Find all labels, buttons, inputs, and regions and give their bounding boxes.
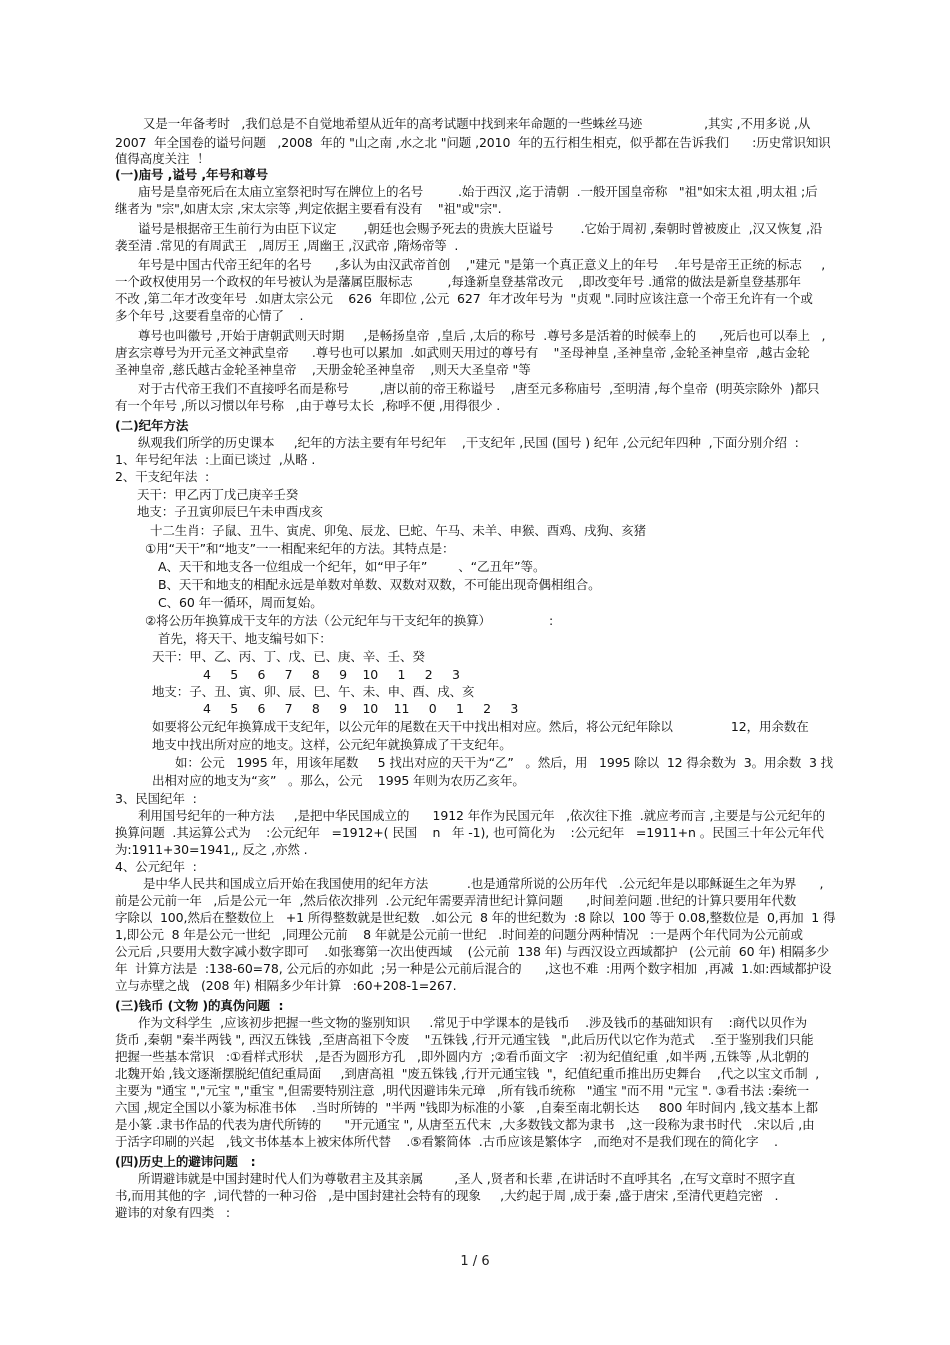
text-line: 庙号是皇帝死后在太庙立室祭祀时写在牌位上的名号 .始于西汉 ,迄于清朝 .一般开国皇帝称 "祖"如宋太祖 ,明太祖 ;后 [138, 184, 818, 199]
text-line: 不改 ,第二年才改变年号 .如唐太宗公元 626 年即位 ,公元 627 年才改年号为 "贞观 ".同时应该注意一个帝王允许有一个或 [115, 291, 813, 306]
section-heading: (三)钱币 (文物 )的真伪问题 : [115, 998, 284, 1013]
text-line: 十二生肖：子鼠、丑牛、寅虎、卯兔、辰龙、巳蛇、午马、未羊、申猴、酉鸡、戌狗、亥猪 [150, 523, 647, 538]
text-line: 圣神皇帝 ,慈氏越古金轮圣神皇帝 ,天册金轮圣神皇帝 ,则天大圣皇帝 "等 [115, 362, 531, 377]
text-line: 避讳的对象有四类 : [115, 1205, 230, 1220]
text-line: 是小篆 .隶书作品的代表为唐代所铸的 "开元通宝 ", 从唐至五代末 ,大多数钱文都为隶书 ,这一段称为隶书时代 .宋以后 ,由 [115, 1117, 815, 1132]
text-line: 如：公元 1995 年，用该年尾数 5 找出对应的天干为“乙” 。然后，用 1995 除以 12 得余数为 3。用余数 3 找 [175, 755, 834, 770]
text-line: 把握一些基本常识 :①看样式形状 ,是否为圆形方孔 ,即外圆内方 ;②看币面文字 :初为纪值纪重 ,如半两 ,五铢等 ,从北朝的 [115, 1049, 810, 1064]
number-row: 4 5 6 7 8 9 10 11 0 1 2 3 [203, 701, 519, 716]
text-line: B、天干和地支的相配永远是单数对单数、双数对双数，不可能出现奇偶相组合。 [158, 577, 601, 592]
text-line: 出相对应的地支为“亥” 。那么，公元 1995 年则为农历乙亥年。 [152, 773, 525, 788]
section-heading: (二)纪年方法 [115, 418, 189, 433]
text-line: 地支：子、丑、寅、卯、辰、巳、午、未、申、酉、戌、亥 [152, 684, 475, 699]
text-line: 所谓避讳就是中国封建时代人们为尊敬君主及其亲属 ,圣人 ,贤者和长辈 ,在讲话时不直呼其名 ,在写文章时不照字直 [138, 1171, 796, 1186]
text-line: 继者为 "宗",如唐太宗 ,宋太宗等 ,判定依据主要看有没有 "祖"或"宗". [115, 201, 502, 216]
text-line: 前是公元前一年 ,后是公元一年 ,然后依次排列 .公元纪年需要弄清世纪计算问题 ,时间差问题 .世纪的计算只要用年代数 [115, 893, 797, 908]
text-line: 是中华人民共和国成立后开始在我国使用的纪年方法 .也是通常所说的公历年代 .公元纪年是以耶稣诞生之年为界 , [143, 876, 824, 891]
text-line: 主要为 "通宝 ","元宝 ","重宝 ",但需要特别注意 ,明代因避讳朱元璋 ,所有钱币统称 "通宝 "而不用 "元宝 ". ③看书法 :秦统一 [115, 1083, 810, 1098]
text-line: 字除以 100,然后在整数位上 +1 所得整数就是世纪数 .如公元 8 年的世纪数为 :8 除以 100 等于 0.08,整数位是 0,再加 1 得 [115, 910, 836, 925]
text-line: 货币 ,秦朝 "秦半两钱 ", 西汉五铢钱 ,至唐高祖下令废 "五铢钱 ,行开元通宝钱 ",此后历代以它作为范式 .至于鉴别我们只能 [115, 1032, 814, 1047]
text-line: 如要将公元纪年换算成干支纪年，以公元年的尾数在天干中找出相对应。然后，将公元纪年除以 12，用余数在 [152, 719, 809, 734]
text-line: 3、民国纪年 : [115, 791, 197, 806]
text-line: 谥号是根据帝王生前行为由臣下议定 ,朝廷也会赐予死去的贵族大臣谥号 .它始于周初 ,秦朝时曾被废止 ,汉又恢复 ,沿 [138, 221, 823, 236]
text-line: 又是一年备考时 ,我们总是不自觉地希望从近年的高考试题中找到来年命题的一些蛛丝马迹 ,其实 ,不用多说 ,从 [143, 116, 811, 131]
text-line: 袭至清 .常见的有周武王 ,周厉王 ,周幽王 ,汉武帝 ,隋炀帝等 . [115, 238, 459, 253]
text-line: 六国 ,规定全国以小篆为标准书体 .当时所铸的 "半两 "钱即为标准的小篆 ,自秦至南北朝长达 800 年时间内 ,钱文基本上都 [115, 1100, 818, 1115]
text-line: 1,即公元 8 年是公元一世纪 ,同理公元前 8 年就是公元前一世纪 .时间差的问题分两种情况 :一是两个年代同为公元前或 [115, 927, 803, 942]
text-line: 于活字印刷的兴起 ,钱文书体基本上被宋体所代替 .⑤看繁简体 .古币应该是繁体字 ,而绝对不是我们现在的简化字 . [115, 1134, 778, 1149]
text-line: C、60 年一循环，周而复始。 [158, 595, 323, 610]
text-line: 有一个年号 ,所以习惯以年号称 ,由于尊号太长 ,称呼不便 ,用得很少 . [115, 398, 501, 413]
text-line: ①用“天干”和“地支”一一相配来纪年的方法。其特点是： [145, 541, 455, 556]
text-line: 2007 年全国卷的谥号问题 ,2008 年的 "山之南 ,水之北 "问题 ,2010 年的五行相生相克，似乎都在告诉我们 :历史常识知识 [115, 135, 831, 150]
text-line: 多个年号 ,这要看皇帝的心情了 . [115, 308, 304, 323]
text-line: 首先，将天干、地支编号如下： [158, 631, 332, 646]
text-line: 天干：甲乙丙丁戊己庚辛壬癸 [137, 487, 299, 502]
text-line: 对于古代帝王我们不直接呼名而是称号 ,唐以前的帝王称谥号 ,唐至元多称庙号 ,至明清 ,每个皇帝 (明英宗除外 )都只 [138, 381, 820, 396]
text-line: 1、年号纪年法 :上面已谈过 ,从略 . [115, 452, 316, 467]
text-line: 书,而用其他的字 ,词代替的一种习俗 ,是中国封建社会特有的现象 ,大约起于周 ,成于秦 ,盛于唐宋 ,至清代更趋完密 . [115, 1188, 779, 1203]
text-line: 年 计算方法是 :138-60=78, 公元后的亦如此 ;另一种是公元前后混合的 ,这也不难 :用两个数字相加 ,再减 1.如:西域都护设 [115, 961, 832, 976]
number-row: 4 5 6 7 8 9 10 1 2 3 [203, 667, 460, 682]
text-line: 唐玄宗尊号为开元圣文神武皇帝 .尊号也可以累加 .如武则天用过的尊号有 "圣母神皇 ,圣神皇帝 ,金轮圣神皇帝 ,越古金轮 [115, 345, 810, 360]
text-line: 地支中找出所对应的地支。这样，公元纪年就换算成了干支纪年。 [152, 737, 512, 752]
text-line: 尊号也叫徽号 ,开始于唐朝武则天时期 ,是畅扬皇帝 ,皇后 ,太后的称号 .尊号多是活着的时候奉上的 ,死后也可以奉上 , [138, 328, 826, 343]
text-line: 利用国号纪年的一种方法 ,是把中华民国成立的 1912 年作为民国元年 ,依次往下推 .就应考而言 ,主要是与公元纪年的 [138, 808, 826, 823]
text-line: 地支：子丑寅卯辰巳午未申酉戌亥 [137, 504, 324, 519]
text-line: 作为文科学生 ,应该初步把握一些文物的鉴别知识 .常见于中学课本的是钱币 .涉及钱币的基础知识有 :商代以贝作为 [138, 1015, 808, 1030]
text-line: 纵观我们所学的历史课本 ,纪年的方法主要有年号纪年 ,干支纪年 ,民国 (国号 ) 纪年 ,公元纪年四种 ,下面分别介绍 : [138, 435, 799, 450]
text-line: 公元后 ,只要用大数字减小数字即可 .如张骞第一次出使西域 (公元前 138 年) 与西汉设立西域都护 (公元前 60 年) 相隔多少 [115, 944, 829, 959]
text-line: 换算问题 .其运算公式为 :公元纪年 =1912+( 民国 n 年 -1), 也可简化为 :公元纪年 =1911+n 。民国三十年公元年代 [115, 825, 824, 840]
text-line: A、天干和地支各一位组成一个纪年，如“甲子年” 、“乙丑年”等。 [158, 559, 546, 574]
text-line: ②将公历年换算成干支年的方法（公元纪年与干支纪年的换算） : [145, 613, 554, 628]
text-line: 北魏开始 ,钱文逐渐摆脱纪值纪重局面 ,到唐高祖 "废五铢钱 ,行开元通宝钱 "，纪值纪重币推出历史舞台 ,代之以宝文币制 , [115, 1066, 820, 1081]
text-line: 4、公元纪年 : [115, 859, 197, 874]
text-line: 一个政权使用另一个政权的年号被认为是藩属臣服标志 ,每逢新皇登基常改元 ,即改变年号 .通常的做法是新皇登基那年 [115, 274, 801, 289]
text-line: 2、干支纪年法 : [115, 469, 210, 484]
text-line: 为:1911+30=1941,, 反之 ,亦然 . [115, 842, 308, 857]
text-line: 天干：甲、乙、丙、丁、戊、已、庚、辛、壬、癸 [152, 649, 425, 664]
text-line: 立与赤壁之战 (208 年) 相隔多少年计算 :60+208-1=267. [115, 978, 457, 993]
text-line: 年号是中国古代帝王纪年的名号 ,多认为由汉武帝首创 ,"建元 "是第一个真正意义上的年号 .年号是帝王正统的标志 , [138, 257, 826, 272]
section-heading: (一)庙号 ,谥号 ,年号和尊号 [115, 167, 269, 182]
section-heading: (四)历史上的避讳问题 : [115, 1154, 256, 1169]
page-number: 1 / 6 [460, 1254, 490, 1269]
text-line: 值得高度关注 ！ [115, 151, 210, 166]
